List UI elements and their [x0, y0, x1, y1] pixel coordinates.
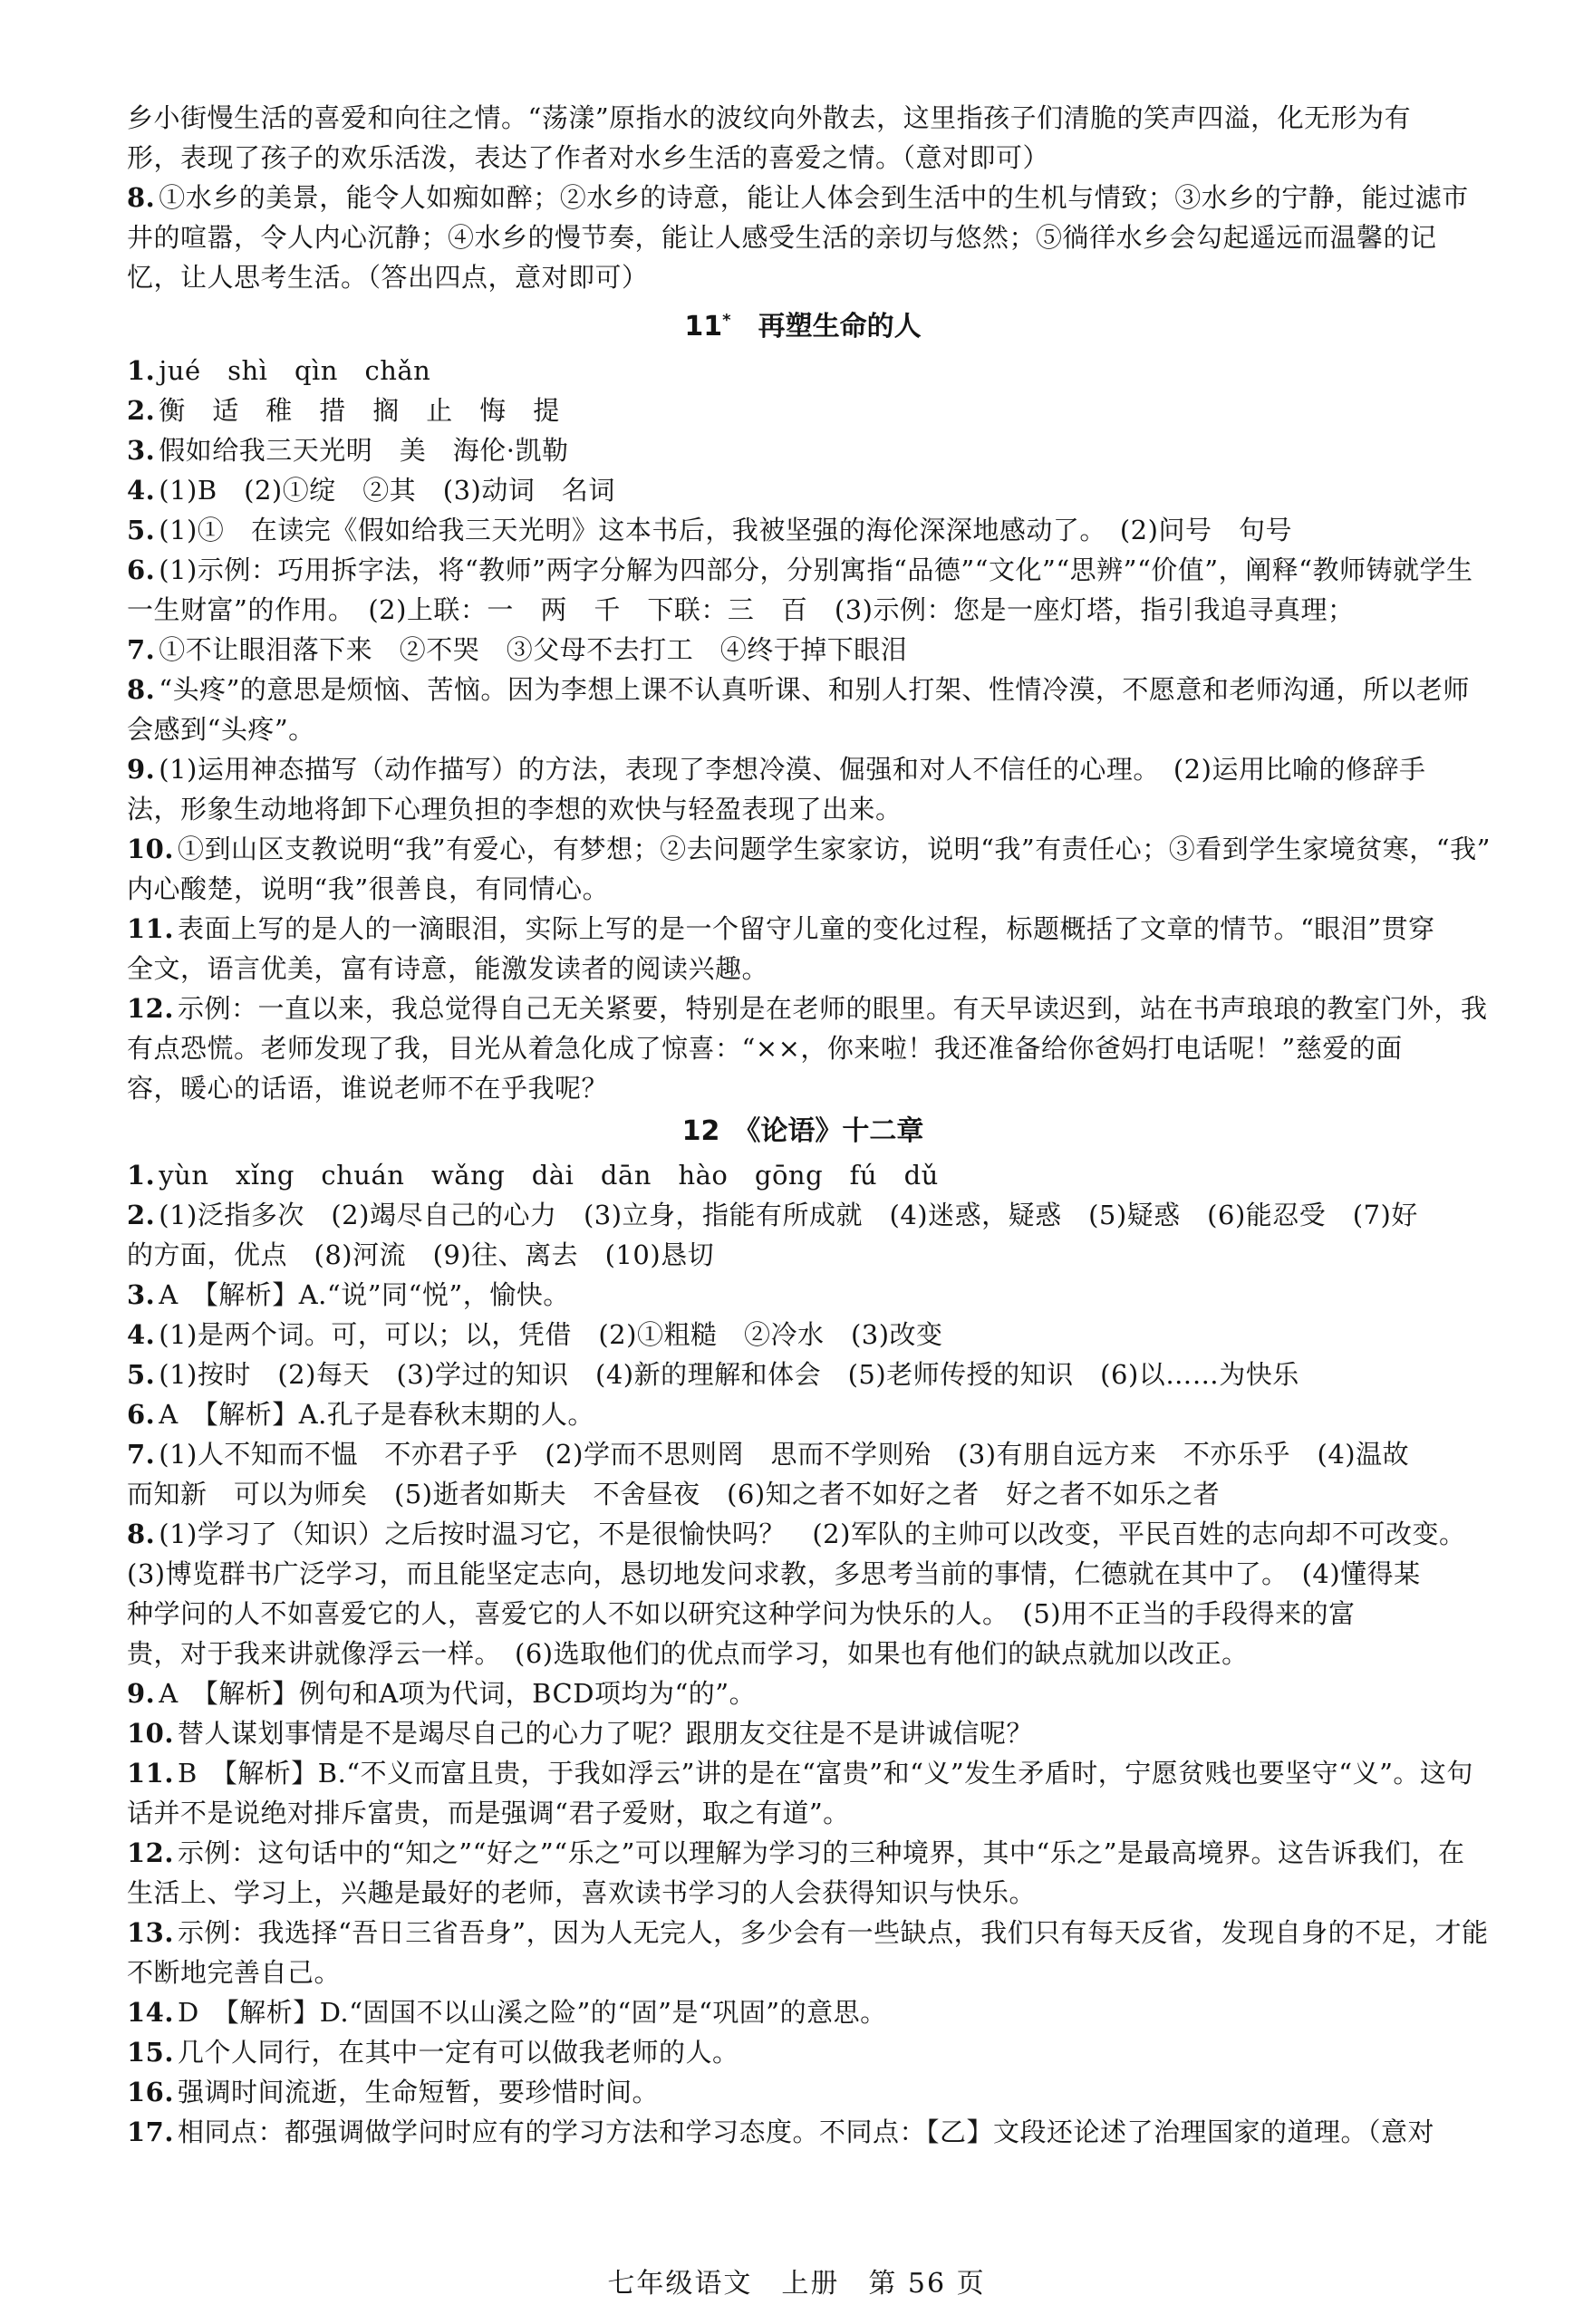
answer-text-line: 不断地完善自己。	[127, 1957, 342, 1988]
question-number: 7.	[127, 1439, 156, 1470]
answer-item	[127, 1394, 1479, 1434]
question-number: 2.	[127, 395, 156, 426]
answer-text-line	[127, 178, 1479, 217]
question-number: 6.	[127, 554, 156, 585]
answer-text-line: 种学问的人不如喜爱它的人，喜爱它的人不如以研究这种学问为快乐的人。 (5)用不正当的手段得来的富	[127, 1598, 1356, 1629]
answer-text-line	[127, 2032, 1479, 2072]
answer-text-line	[127, 749, 1479, 789]
answer-item	[127, 178, 1479, 297]
answer-item	[127, 1833, 1479, 1913]
answer-text: 替人谋划事情是不是竭尽自己的心力了呢？跟朋友交往是不是讲诚信呢？	[177, 1718, 1033, 1749]
question-number: 9.	[127, 1678, 156, 1709]
answer-text: A 【解析】A.孔子是春秋末期的人。	[159, 1399, 594, 1430]
answer-text-line	[127, 1195, 1479, 1235]
answer-text: (1)示例：巧用拆字法，将“教师”两字分解为四部分，分别寓指“品德”“文化”“思辨”“价值”，阐释“教师铸就学生	[159, 554, 1473, 585]
answer-text-line: 法，形象生动地将卸下心理负担的李想的欢快与轻盈表现了出来。	[127, 794, 903, 824]
question-number: 17.	[127, 2117, 174, 2147]
answer-text: 表面上写的是人的一滴眼泪，实际上写的是一个留守儿童的变化过程，标题概括了文章的情节。“眼泪”贯穿	[177, 913, 1435, 944]
answer-text-line	[127, 2112, 1479, 2152]
answer-text-line	[127, 1833, 1479, 1873]
section-12-answers	[127, 1155, 1489, 2152]
answer-text: (1)B (2)①绽 ②其 (3)动词 名词	[159, 475, 615, 506]
answer-item	[127, 1315, 1479, 1355]
question-number: 11.	[127, 913, 174, 944]
answer-text: ①到山区支教说明“我”有爱心，有梦想；②去问题学生家家访，说明“我”有责任心；③看到学生家境贫寒，“我”	[177, 834, 1491, 864]
answer-item	[127, 1713, 1479, 1753]
answer-text: (1)是两个词。可，可以；以，凭借 (2)①粗糙 ②冷水 (3)改变	[159, 1319, 943, 1350]
answer-text-line	[127, 1673, 1479, 1713]
answer-text-line	[127, 510, 1479, 550]
answer-item	[127, 470, 1479, 510]
answer-text-line	[127, 391, 1479, 430]
question-number: 8.	[127, 674, 156, 705]
answer-text: 示例：一直以来，我总觉得自己无关紧要，特别是在老师的眼里。有天早读迟到，站在书声琅琅的教室门外，我	[177, 993, 1488, 1024]
question-number: 9.	[127, 754, 156, 785]
answer-item	[127, 1992, 1479, 2032]
answer-text-line: 井的喧嚣，令人内心沉静；④水乡的慢节奏，能让人感受生活的亲切与悠然；⑤徜徉水乡会勾起遥远而温馨的记	[127, 222, 1437, 253]
answer-item	[127, 550, 1479, 630]
section-number: 11	[684, 311, 723, 342]
question-number: 12.	[127, 993, 174, 1024]
answer-text-line: 一生财富”的作用。 (2)上联：一 两 千 下联：三 百 (3)示例：您是一座灯塔，指引我追寻真理；	[127, 594, 1355, 625]
answer-text-line: 会感到“头疼”。	[127, 714, 315, 745]
answer-item	[127, 2112, 1479, 2152]
answer-text-line	[127, 829, 1491, 869]
answer-text-line	[127, 1913, 1489, 1953]
answer-text: 相同点：都强调做学问时应有的学习方法和学习态度。不同点：【乙】文段还论述了治理国家的道理。（意对	[177, 2117, 1434, 2147]
question-number: 14.	[127, 1997, 174, 2028]
answer-text-line: 贵，对于我来讲就像浮云一样。 (6)选取他们的优点而学习，如果也有他们的缺点就加以改正。	[127, 1638, 1249, 1669]
star-mark: *	[722, 311, 731, 330]
answer-text-line	[127, 1315, 1479, 1355]
answer-text-line: 乡小街慢生活的喜爱和向往之情。“荡漾”原指水的波纹向外散去，这里指孩子们清脆的笑声四溢，化无形为有	[127, 102, 1412, 133]
answer-text-line	[127, 550, 1479, 590]
answer-text-line: 全文，语言优美，富有诗意，能激发读者的阅读兴趣。	[127, 953, 769, 984]
question-number: 1.	[127, 355, 156, 386]
question-number: 8.	[127, 182, 156, 213]
answer-text: A 【解析】A.“说”同“悦”，愉快。	[159, 1279, 570, 1310]
answer-item	[127, 391, 1479, 430]
answer-item	[127, 2072, 1479, 2112]
answer-text: 几个人同行，在其中一定有可以做我老师的人。	[177, 2037, 739, 2068]
question-number: 4.	[127, 1319, 156, 1350]
section-number: 12	[681, 1115, 720, 1147]
question-number: 7.	[127, 634, 156, 665]
question-number: 13.	[127, 1917, 174, 1948]
answer-item	[127, 430, 1479, 470]
question-number: 5.	[127, 515, 156, 545]
question-number: 15.	[127, 2037, 174, 2068]
answer-text-line: 容，暖心的话语，谁说老师不在乎我呢？	[127, 1073, 609, 1104]
answer-item	[127, 988, 1488, 1108]
answer-text: 假如给我三天光明 美 海伦·凯勒	[159, 435, 569, 466]
answer-item	[127, 510, 1479, 550]
answer-text-line	[127, 1355, 1479, 1394]
answer-text-line	[127, 1275, 1479, 1315]
answer-item	[127, 749, 1479, 829]
answer-text-line	[127, 988, 1488, 1028]
answer-text: (1)人不知而不愠 不亦君子乎 (2)学而不思则罔 思而不学则殆 (3)有朋自远方来 不亦乐乎 (4)温故	[159, 1439, 1410, 1470]
previous-section-items	[127, 178, 1479, 297]
section-11-answers	[127, 351, 1491, 1108]
answer-text: “头疼”的意思是烦恼、苦恼。因为李想上课不认真听课、和别人打架、性情冷漠，不愿意和老师沟通，所以老师	[159, 674, 1470, 705]
question-number: 12.	[127, 1837, 174, 1868]
question-number: 16.	[127, 2077, 174, 2107]
answer-item	[127, 2032, 1479, 2072]
answer-text-line: (3)博览群书广泛学习，而且能坚定志向，恳切地发问求教，多思考当前的事情，仁德就在其中了。 (4)懂得某	[127, 1558, 1421, 1589]
answer-text-line	[127, 1992, 1479, 2032]
answer-text: 示例：我选择“吾日三省吾身”，因为人无完人，多少会有一些缺点，我们只有每天反省，发现自身的不足，才能	[177, 1917, 1489, 1948]
answer-text-line	[127, 630, 1479, 670]
question-number: 11.	[127, 1758, 174, 1789]
answer-item	[127, 909, 1479, 988]
answer-text: B 【解析】B.“不义而富且贵，于我如浮云”讲的是在“富贵”和“义”发生矛盾时，宁愿贫贱也要坚守“义”。这句	[177, 1758, 1473, 1789]
answer-text-line	[127, 1514, 1479, 1554]
question-number: 10.	[127, 834, 174, 864]
question-number: 3.	[127, 435, 156, 466]
answer-item	[127, 1913, 1489, 1992]
answer-text: A 【解析】例句和A项为代词，BCD项均为“的”。	[159, 1678, 757, 1709]
answer-item	[127, 1275, 1479, 1315]
section-heading-12	[127, 1112, 1479, 1152]
question-number: 10.	[127, 1718, 174, 1749]
answer-text: ①水乡的美景，能令人如痴如醉；②水乡的诗意，能让人体会到生活中的生机与情致；③水乡的宁静，能过滤市	[159, 182, 1469, 213]
answer-text-line: 有点恐慌。老师发现了我，目光从着急化成了惊喜：“××，你来啦！我还准备给你爸妈打电话呢！”慈爱的面	[127, 1033, 1403, 1064]
answer-text-line: 而知新 可以为师矣 (5)逝者如斯夫 不舍昼夜 (6)知之者不如好之者 好之者不如乐之者	[127, 1479, 1221, 1509]
answer-text-line	[127, 470, 1479, 510]
answer-text-line: 话并不是说绝对排斥富贵，而是强调“君子爱财，取之有道”。	[127, 1798, 850, 1828]
answer-text-line: 生活上、学习上，兴趣是最好的老师，喜欢读书学习的人会获得知识与快乐。	[127, 1877, 1037, 1908]
answer-item	[127, 1195, 1479, 1275]
question-number: 2.	[127, 1200, 156, 1230]
question-number: 1.	[127, 1160, 156, 1191]
answer-text-line: 的方面，优点 (8)河流 (9)往、离去 (10)恳切	[127, 1239, 715, 1270]
answer-text-line: 内心酸楚，说明“我”很善良，有同情心。	[127, 873, 610, 904]
answer-item	[127, 1673, 1479, 1713]
answer-text: (1)泛指多次 (2)竭尽自己的心力 (3)立身，指能有所成就 (4)迷惑，疑惑 (5)疑惑 (6)能忍受 (7)好	[159, 1200, 1418, 1230]
answer-text: jué shì qìn chǎn	[159, 355, 431, 386]
section-title: 《论语》十二章	[747, 1115, 924, 1147]
answer-text: (1)学习了（知识）之后按时温习它，不是很愉快吗？ (2)军队的主帅可以改变，平民百姓的志向却不可改变。	[159, 1519, 1466, 1549]
answer-text-line	[127, 351, 1479, 391]
answer-text: (1)① 在读完《假如给我三天光明》这本书后，我被坚强的海伦深深地感动了。 (2)问号 句号	[159, 515, 1292, 545]
answer-item	[127, 1434, 1479, 1514]
answer-item	[127, 351, 1479, 391]
answer-text-line	[127, 430, 1479, 470]
answer-item	[127, 630, 1479, 670]
answer-text-line	[127, 1155, 1479, 1195]
answer-text-line	[127, 1713, 1479, 1753]
answer-text: yùn xǐng chuán wǎng dài dān hào gōng fú dǔ	[159, 1160, 939, 1191]
answer-item	[127, 829, 1491, 909]
section-title: 再塑生命的人	[758, 311, 922, 342]
answer-text: (1)按时 (2)每天 (3)学过的知识 (4)新的理解和体会 (5)老师传授的知识 (6)以……为快乐	[159, 1359, 1299, 1390]
answer-text: 衡 适 稚 措 搁 止 悔 提	[159, 395, 560, 426]
answer-text-line	[127, 670, 1479, 709]
answer-text-line	[127, 2072, 1479, 2112]
answer-item	[127, 1155, 1479, 1195]
answer-item	[127, 1753, 1479, 1833]
answer-text-line	[127, 1394, 1479, 1434]
answer-text-line	[127, 909, 1479, 949]
answer-text-line: 形，表现了孩子的欢乐活泼，表达了作者对水乡生活的喜爱之情。（意对即可）	[127, 142, 1050, 173]
answer-text-line	[127, 1753, 1479, 1793]
answer-text-line	[127, 1434, 1479, 1474]
question-number: 3.	[127, 1279, 156, 1310]
answer-text: D 【解析】D.“固国不以山溪之险”的“固”是“巩固”的意思。	[177, 1997, 887, 2028]
answer-text: 示例：这句话中的“知之”“好之”“乐之”可以理解为学习的三种境界，其中“乐之”是最高境界。这告诉我们，在	[177, 1837, 1465, 1868]
answer-item	[127, 670, 1479, 749]
continued-answer	[127, 98, 1479, 178]
question-number: 8.	[127, 1519, 156, 1549]
answer-text: (1)运用神态描写（动作描写）的方法，表现了李想冷漠、倔强和对人不信任的心理。 (2)运用比喻的修辞手	[159, 754, 1426, 785]
answer-item	[127, 1355, 1479, 1394]
question-number: 6.	[127, 1399, 156, 1430]
answer-text: 强调时间流逝，生命短暂，要珍惜时间。	[177, 2077, 659, 2107]
question-number: 4.	[127, 475, 156, 506]
question-number: 5.	[127, 1359, 156, 1390]
section-heading-11	[127, 301, 1479, 347]
answer-text: ①不让眼泪落下来 ②不哭 ③父母不去打工 ④终于掉下眼泪	[159, 634, 908, 665]
answer-text-line: 忆，让人思考生活。（答出四点，意对即可）	[127, 262, 649, 293]
page-footer: 七年级语文 上册 第 56 页	[607, 2268, 986, 2300]
answer-item	[127, 1514, 1479, 1673]
answer-content	[127, 98, 1491, 2152]
